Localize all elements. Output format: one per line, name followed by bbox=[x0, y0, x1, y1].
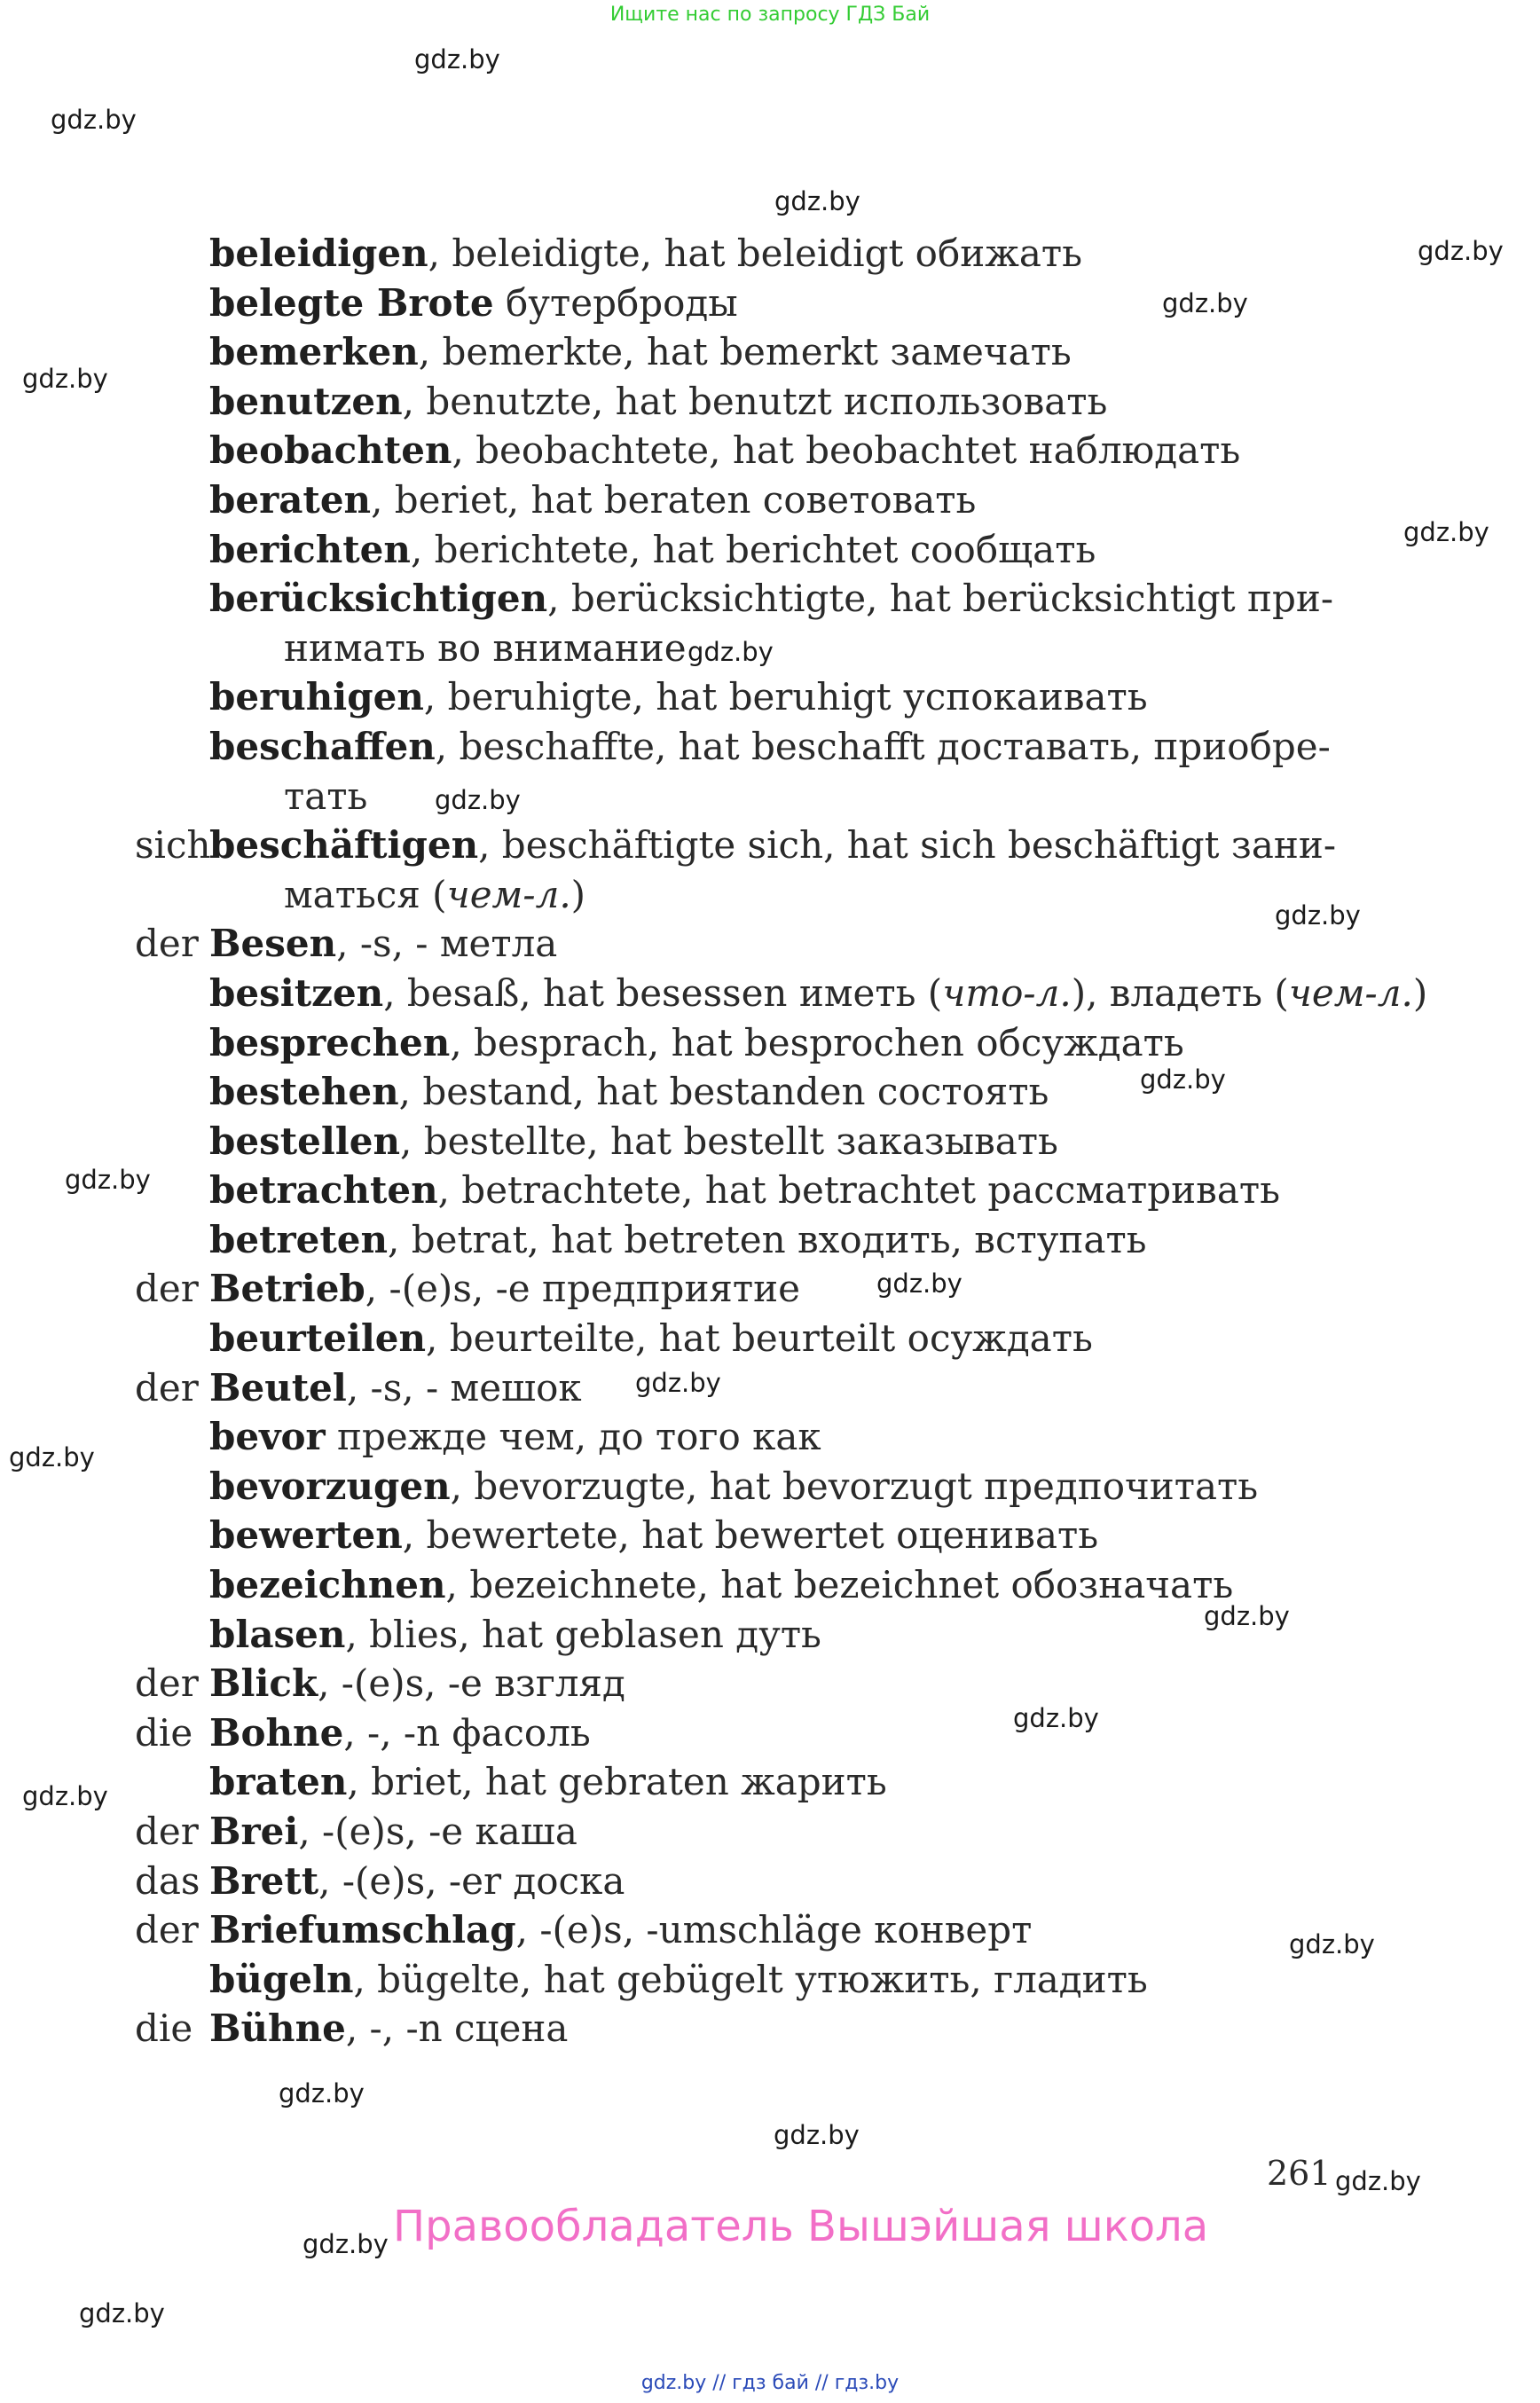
headword: bevorzugen bbox=[209, 1464, 451, 1508]
headword: beruhigen bbox=[209, 675, 424, 719]
entry-text: , bestand, hat bestanden состоять bbox=[398, 1070, 1049, 1114]
entry-text: , -s, - мешок bbox=[346, 1365, 582, 1410]
watermark: gdz.by bbox=[1335, 2166, 1421, 2196]
watermark: gdz.by bbox=[1289, 1929, 1375, 1959]
dictionary-entry bbox=[135, 426, 1332, 475]
dictionary-entry bbox=[135, 1708, 1332, 1758]
dictionary-entry bbox=[135, 279, 1332, 328]
entry-text: , -(e)s, -e каша bbox=[298, 1810, 578, 1853]
headword: bestehen bbox=[209, 1070, 399, 1114]
watermark: gdz.by bbox=[22, 364, 108, 394]
entry-text: , beschäftigte sich, hat sich beschäftigt зани- bbox=[478, 823, 1337, 868]
entry-text: , besprach, hat besprochen обсуждать bbox=[450, 1020, 1184, 1064]
watermark: gdz.by bbox=[414, 44, 500, 75]
headword: Briefumschlag bbox=[209, 1908, 516, 1952]
dictionary-entry bbox=[135, 377, 1332, 427]
headword: Bühne bbox=[209, 2006, 346, 2051]
dictionary-entry bbox=[135, 870, 1332, 920]
dictionary-entry bbox=[135, 1560, 1332, 1610]
headword: benutzen bbox=[209, 379, 403, 423]
article: der bbox=[135, 922, 199, 966]
entry-text: , blies, hat geblasen дуть bbox=[345, 1612, 821, 1656]
entry-text: , berücksichtigte, hat berücksichtigt при- bbox=[547, 577, 1334, 621]
entry-text: , bewertete, hat bewertet оценивать bbox=[402, 1513, 1099, 1558]
dictionary-entry bbox=[135, 1757, 1332, 1807]
entry-text: , bevorzugte, hat bevorzugt предпочитать bbox=[450, 1464, 1259, 1508]
dictionary-entry bbox=[135, 1412, 1332, 1462]
dictionary-entry bbox=[135, 327, 1332, 377]
headword: besitzen bbox=[209, 970, 384, 1015]
dictionary-entry bbox=[135, 1857, 1332, 1906]
dictionary-entry bbox=[135, 229, 1332, 279]
dictionary-entry bbox=[135, 1018, 1332, 1068]
dictionary-entry bbox=[135, 1117, 1332, 1166]
headword: Brett bbox=[209, 1858, 319, 1903]
headword: Bohne bbox=[209, 1710, 344, 1755]
entry-text: , beruhigte, hat beruhigt успокаивать bbox=[423, 675, 1148, 719]
dictionary-entry bbox=[135, 1067, 1332, 1117]
article: der bbox=[135, 1810, 199, 1853]
entry-text: , betrachtete, hat betrachtet рассматривать bbox=[437, 1168, 1280, 1213]
entry-text: нимать во внимание bbox=[284, 625, 687, 670]
entry-italic: чем-л. bbox=[1288, 970, 1413, 1015]
entry-text: маться ( bbox=[284, 872, 447, 916]
dictionary-entry bbox=[135, 1511, 1332, 1560]
headword: berücksichtigen bbox=[209, 577, 548, 621]
entry-italic: чем-л. bbox=[446, 872, 571, 916]
watermark: gdz.by bbox=[1403, 517, 1489, 547]
dictionary-entry bbox=[135, 672, 1332, 722]
dictionary-entry bbox=[135, 1314, 1332, 1363]
dictionary-entry bbox=[135, 1264, 1332, 1314]
headword: betrachten bbox=[209, 1168, 438, 1213]
dictionary-entry bbox=[135, 1807, 1332, 1857]
copyright-notice: Правообладатель Вышэйшая школа bbox=[393, 2202, 1209, 2251]
entry-text: , benutzte, hat benutzt использовать bbox=[402, 379, 1108, 423]
article: das bbox=[135, 1858, 200, 1903]
dictionary-entry bbox=[135, 1215, 1332, 1265]
headword: besprechen bbox=[209, 1020, 451, 1064]
headword: Beutel bbox=[209, 1365, 347, 1410]
watermark: gdz.by bbox=[635, 1368, 721, 1398]
headword: bügeln bbox=[209, 1957, 354, 2001]
watermark: gdz.by bbox=[9, 1442, 95, 1472]
dictionary-entry bbox=[135, 1462, 1332, 1512]
watermark: gdz.by bbox=[22, 1781, 108, 1811]
headword: Brei bbox=[209, 1810, 299, 1853]
watermark: gdz.by bbox=[279, 2078, 365, 2109]
entry-text: , bemerkte, hat bemerkt замечать bbox=[418, 330, 1072, 374]
entry-text: ), владеть ( bbox=[1071, 970, 1289, 1015]
dictionary-entry bbox=[135, 772, 1332, 821]
watermark: gdz.by bbox=[876, 1268, 962, 1299]
top-banner: Ищите нас по запросу ГДЗ Бай bbox=[609, 4, 931, 26]
entry-text: тать bbox=[284, 774, 368, 818]
watermark: gdz.by bbox=[435, 785, 521, 815]
article: der bbox=[135, 1365, 199, 1410]
headword: braten bbox=[209, 1760, 348, 1804]
watermark: gdz.by bbox=[51, 105, 137, 135]
entry-text: бутерброды bbox=[493, 280, 738, 325]
headword: Blick bbox=[209, 1661, 318, 1706]
headword: beschäftigen bbox=[209, 823, 479, 868]
entry-text: ) bbox=[570, 872, 586, 916]
entry-text: , bestellte, hat bestellt заказывать bbox=[400, 1119, 1058, 1163]
entry-text: , -, -n сцена bbox=[345, 2006, 569, 2051]
watermark: gdz.by bbox=[1013, 1703, 1099, 1733]
watermark: gdz.by bbox=[774, 2120, 860, 2150]
dictionary-entry bbox=[135, 969, 1428, 1018]
entry-text: , -(e)s, -er доска bbox=[318, 1858, 625, 1903]
entry-text: , -(e)s, -umschläge конверт bbox=[515, 1908, 1033, 1952]
headword: bevor bbox=[209, 1415, 326, 1459]
article: die bbox=[135, 2006, 193, 2051]
entry-text: , beschaffte, hat beschafft доставать, приобре- bbox=[435, 724, 1331, 768]
watermark: gdz.by bbox=[1204, 1601, 1290, 1631]
entry-text: , -, -n фасоль bbox=[343, 1710, 591, 1755]
entry-text: , -s, - метла bbox=[336, 922, 558, 966]
entry-text: , betrat, hat betreten входить, вступать bbox=[388, 1217, 1147, 1261]
article: sich bbox=[135, 823, 211, 868]
entry-text: , beleidigte, hat beleidigt обижать bbox=[428, 232, 1083, 275]
entry-text: , bügelte, hat gebügelt утюжить, гладить bbox=[353, 1957, 1148, 2001]
dictionary-entry bbox=[135, 574, 1332, 624]
entry-text: , besaß, hat besessen иметь ( bbox=[383, 970, 943, 1015]
headword: betreten bbox=[209, 1217, 388, 1261]
headword: beurteilen bbox=[209, 1316, 427, 1361]
dictionary-entry bbox=[135, 821, 1337, 870]
entry-text: , -(e)s, -e предприятие bbox=[365, 1267, 801, 1311]
article: der bbox=[135, 1908, 199, 1952]
article: der bbox=[135, 1661, 199, 1706]
bottom-banner: gdz.by // гдз бай // гдз.by bbox=[640, 2372, 900, 2394]
headword: bewerten bbox=[209, 1513, 403, 1558]
watermark: gdz.by bbox=[774, 186, 860, 216]
dictionary-entry bbox=[135, 1610, 1332, 1660]
entry-text: прежде чем, до того как bbox=[325, 1415, 821, 1459]
dictionary-entry bbox=[135, 525, 1332, 575]
entry-text: , bezeichnete, hat bezeichnet обозначать bbox=[445, 1563, 1234, 1607]
dictionary-entry bbox=[135, 919, 1332, 969]
article: die bbox=[135, 1710, 193, 1755]
watermark: gdz.by bbox=[1418, 236, 1504, 266]
headword: bezeichnen bbox=[209, 1563, 446, 1607]
headword: beobachten bbox=[209, 428, 452, 473]
entry-text: , beobachtete, hat beobachtet наблюдать bbox=[452, 428, 1241, 473]
dictionary-entries bbox=[135, 229, 1428, 2054]
article: der bbox=[135, 1267, 199, 1311]
headword: beschaffen bbox=[209, 724, 436, 768]
watermark: gdz.by bbox=[79, 2298, 165, 2328]
dictionary-entry bbox=[135, 475, 1332, 525]
entry-text: , beriet, hat beraten советовать bbox=[371, 477, 977, 522]
headword: blasen bbox=[209, 1612, 346, 1656]
entry-text: , briet, hat gebraten жарить bbox=[347, 1760, 887, 1804]
watermark: gdz.by bbox=[1162, 288, 1248, 318]
watermark: gdz.by bbox=[65, 1165, 151, 1195]
entry-italic: что-л. bbox=[942, 970, 1072, 1015]
headword: beraten bbox=[209, 477, 372, 522]
dictionary-entry bbox=[135, 1905, 1332, 1955]
headword: bestellen bbox=[209, 1119, 401, 1163]
dictionary-entry bbox=[135, 1363, 1332, 1413]
dictionary-entry bbox=[135, 1659, 1332, 1708]
watermark: gdz.by bbox=[1275, 900, 1361, 931]
dictionary-entry bbox=[135, 1955, 1332, 2005]
entry-text: , -(e)s, -e взгляд bbox=[318, 1661, 625, 1706]
headword: Betrieb bbox=[209, 1267, 365, 1311]
headword: belegte Brote bbox=[209, 280, 494, 325]
dictionary-entry bbox=[135, 722, 1332, 772]
dictionary-entry bbox=[135, 2004, 1332, 2054]
headword: bemerken bbox=[209, 330, 419, 374]
dictionary-entry bbox=[135, 624, 1332, 673]
watermark: gdz.by bbox=[302, 2229, 389, 2259]
watermark: gdz.by bbox=[1140, 1064, 1226, 1095]
headword: berichten bbox=[209, 527, 411, 571]
headword: Besen bbox=[209, 922, 337, 966]
dictionary-entry bbox=[135, 1166, 1332, 1215]
entry-text: ) bbox=[1412, 970, 1428, 1015]
entry-text: , berichtete, hat berichtet сообщать bbox=[410, 527, 1096, 571]
headword: beleidigen bbox=[209, 232, 428, 275]
watermark: gdz.by bbox=[688, 637, 774, 667]
entry-text: , beurteilte, hat beurteilt осуждать bbox=[426, 1316, 1093, 1361]
page-number: 261 bbox=[1267, 2154, 1332, 2193]
